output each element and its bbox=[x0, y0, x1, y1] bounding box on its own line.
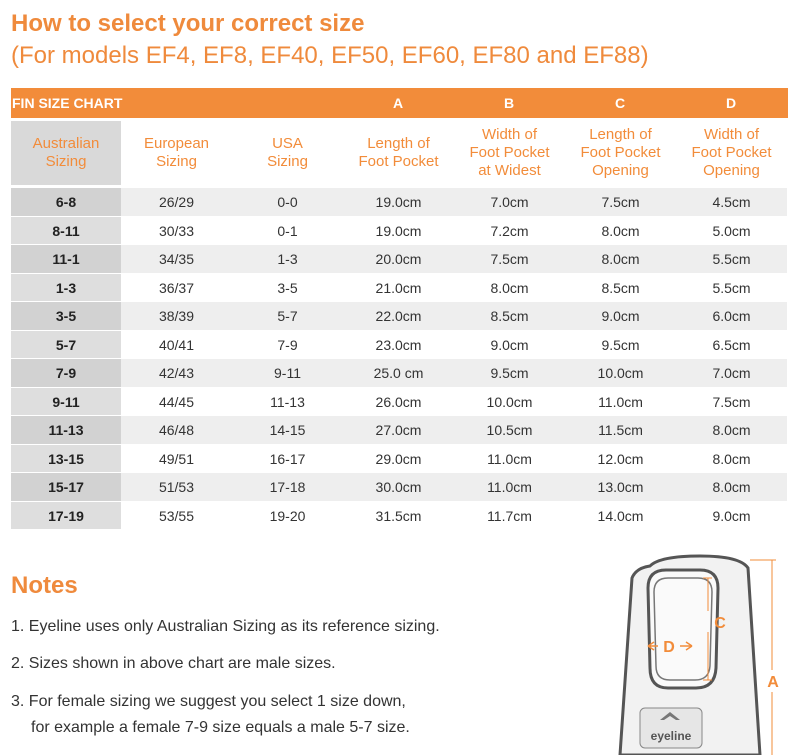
cell-opening-length: 9.5cm bbox=[565, 331, 676, 360]
cell-usa: 0-1 bbox=[232, 217, 343, 246]
column-letter-a: A bbox=[392, 95, 404, 111]
cell-opening-length: 14.0cm bbox=[565, 502, 676, 531]
fin-diagram bbox=[600, 548, 788, 755]
cell-length: 19.0cm bbox=[343, 188, 454, 217]
cell-opening-length: 7.5cm bbox=[565, 188, 676, 217]
cell-australian: 11-13 bbox=[11, 416, 121, 445]
a-label: A bbox=[767, 674, 779, 691]
cell-opening-width: 9.0cm bbox=[676, 502, 787, 531]
cell-length: 27.0cm bbox=[343, 416, 454, 445]
cell-width-widest: 11.7cm bbox=[454, 502, 565, 531]
table-row bbox=[11, 445, 788, 474]
cell-opening-width: 7.0cm bbox=[676, 359, 787, 388]
cell-european: 44/45 bbox=[121, 388, 232, 417]
note-item: 3. For female sizing we suggest you select 1 size down, bbox=[11, 693, 406, 710]
cell-european: 53/55 bbox=[121, 502, 232, 531]
cell-opening-length: 8.0cm bbox=[565, 217, 676, 246]
cell-european: 40/41 bbox=[121, 331, 232, 360]
cell-length: 26.0cm bbox=[343, 388, 454, 417]
cell-width-widest: 11.0cm bbox=[454, 445, 565, 474]
cell-usa: 11-13 bbox=[232, 388, 343, 417]
cell-opening-width: 8.0cm bbox=[676, 473, 787, 502]
table-row bbox=[11, 217, 788, 246]
header-european-sizing: European Sizing bbox=[143, 135, 210, 170]
table-row bbox=[11, 188, 788, 217]
header-australian-sizing: Australian Sizing bbox=[11, 121, 121, 185]
cell-width-widest: 11.0cm bbox=[454, 473, 565, 502]
table-row bbox=[11, 502, 788, 531]
cell-european: 36/37 bbox=[121, 274, 232, 303]
cell-opening-length: 12.0cm bbox=[565, 445, 676, 474]
cell-opening-width: 8.0cm bbox=[676, 416, 787, 445]
table-row bbox=[11, 416, 788, 445]
header-width-foot-pocket-widest: Width of Foot Pocket at Widest bbox=[469, 126, 550, 179]
cell-length: 21.0cm bbox=[343, 274, 454, 303]
cell-width-widest: 7.0cm bbox=[454, 188, 565, 217]
column-headers bbox=[11, 118, 788, 188]
cell-opening-length: 13.0cm bbox=[565, 473, 676, 502]
header-length-foot-pocket: Length of Foot Pocket bbox=[358, 135, 439, 170]
cell-usa: 7-9 bbox=[232, 331, 343, 360]
cell-australian: 8-11 bbox=[11, 217, 121, 246]
cell-european: 38/39 bbox=[121, 302, 232, 331]
cell-opening-length: 10.0cm bbox=[565, 359, 676, 388]
cell-australian: 5-7 bbox=[11, 331, 121, 360]
cell-length: 31.5cm bbox=[343, 502, 454, 531]
cell-usa: 1-3 bbox=[232, 245, 343, 274]
column-letter-b: B bbox=[503, 95, 515, 111]
cell-usa: 14-15 bbox=[232, 416, 343, 445]
cell-length: 22.0cm bbox=[343, 302, 454, 331]
cell-opening-length: 8.0cm bbox=[565, 245, 676, 274]
chart-label: FIN SIZE CHART bbox=[12, 95, 123, 111]
column-letter-c: C bbox=[614, 95, 626, 111]
svg-text:eyeline: eyeline bbox=[650, 729, 692, 743]
cell-width-widest: 10.5cm bbox=[454, 416, 565, 445]
cell-european: 26/29 bbox=[121, 188, 232, 217]
note-item: for example a female 7-9 size equals a male 5-7 size. bbox=[31, 719, 410, 736]
cell-european: 34/35 bbox=[121, 245, 232, 274]
header-usa-sizing: USA Sizing bbox=[267, 135, 308, 170]
cell-opening-width: 8.0cm bbox=[676, 445, 787, 474]
table-row bbox=[11, 302, 788, 331]
cell-european: 49/51 bbox=[121, 445, 232, 474]
table-body bbox=[11, 188, 788, 530]
cell-australian: 11-1 bbox=[11, 245, 121, 274]
page-title: How to select your correct size bbox=[11, 10, 365, 37]
cell-width-widest: 7.2cm bbox=[454, 217, 565, 246]
cell-width-widest: 8.0cm bbox=[454, 274, 565, 303]
table-row bbox=[11, 359, 788, 388]
cell-usa: 9-11 bbox=[232, 359, 343, 388]
cell-width-widest: 8.5cm bbox=[454, 302, 565, 331]
cell-australian: 17-19 bbox=[11, 502, 121, 531]
header-length-opening: Length of Foot Pocket Opening bbox=[580, 126, 661, 179]
cell-usa: 16-17 bbox=[232, 445, 343, 474]
cell-length: 19.0cm bbox=[343, 217, 454, 246]
c-label: C bbox=[714, 615, 726, 632]
cell-length: 30.0cm bbox=[343, 473, 454, 502]
cell-width-widest: 10.0cm bbox=[454, 388, 565, 417]
cell-length: 29.0cm bbox=[343, 445, 454, 474]
note-item: 2. Sizes shown in above chart are male sizes. bbox=[11, 655, 336, 672]
cell-length: 25.0 cm bbox=[343, 359, 454, 388]
cell-usa: 0-0 bbox=[232, 188, 343, 217]
cell-opening-length: 9.0cm bbox=[565, 302, 676, 331]
cell-width-widest: 7.5cm bbox=[454, 245, 565, 274]
cell-opening-length: 11.5cm bbox=[565, 416, 676, 445]
eyeline-logo bbox=[640, 708, 702, 748]
cell-usa: 17-18 bbox=[232, 473, 343, 502]
column-letter-d: D bbox=[725, 95, 737, 111]
cell-australian: 13-15 bbox=[11, 445, 121, 474]
cell-length: 20.0cm bbox=[343, 245, 454, 274]
note-item: 1. Eyeline uses only Australian Sizing as its reference sizing. bbox=[11, 618, 440, 635]
page-subtitle: (For models EF4, EF8, EF40, EF50, EF60, EF80 and EF88) bbox=[11, 42, 649, 69]
d-label: D bbox=[663, 639, 675, 656]
cell-opening-width: 6.0cm bbox=[676, 302, 787, 331]
cell-australian: 1-3 bbox=[11, 274, 121, 303]
table-row bbox=[11, 473, 788, 502]
cell-australian: 3-5 bbox=[11, 302, 121, 331]
cell-usa: 19-20 bbox=[232, 502, 343, 531]
cell-width-widest: 9.5cm bbox=[454, 359, 565, 388]
cell-australian: 6-8 bbox=[11, 188, 121, 217]
cell-european: 46/48 bbox=[121, 416, 232, 445]
cell-australian: 7-9 bbox=[11, 359, 121, 388]
cell-australian: 15-17 bbox=[11, 473, 121, 502]
fin-size-chart bbox=[11, 88, 788, 530]
cell-usa: 5-7 bbox=[232, 302, 343, 331]
cell-european: 51/53 bbox=[121, 473, 232, 502]
cell-usa: 3-5 bbox=[232, 274, 343, 303]
notes-title: Notes bbox=[11, 572, 78, 599]
cell-european: 42/43 bbox=[121, 359, 232, 388]
cell-opening-length: 8.5cm bbox=[565, 274, 676, 303]
table-row bbox=[11, 245, 788, 274]
cell-australian: 9-11 bbox=[11, 388, 121, 417]
cell-opening-width: 5.0cm bbox=[676, 217, 787, 246]
cell-opening-width: 5.5cm bbox=[676, 245, 787, 274]
cell-length: 23.0cm bbox=[343, 331, 454, 360]
cell-opening-width: 5.5cm bbox=[676, 274, 787, 303]
cell-opening-width: 7.5cm bbox=[676, 388, 787, 417]
table-row bbox=[11, 274, 788, 303]
table-row bbox=[11, 388, 788, 417]
header-width-opening: Width of Foot Pocket Opening bbox=[691, 126, 772, 179]
cell-opening-width: 4.5cm bbox=[676, 188, 787, 217]
chart-header-bar bbox=[11, 88, 788, 118]
cell-opening-length: 11.0cm bbox=[565, 388, 676, 417]
cell-opening-width: 6.5cm bbox=[676, 331, 787, 360]
table-row bbox=[11, 331, 788, 360]
cell-european: 30/33 bbox=[121, 217, 232, 246]
cell-width-widest: 9.0cm bbox=[454, 331, 565, 360]
